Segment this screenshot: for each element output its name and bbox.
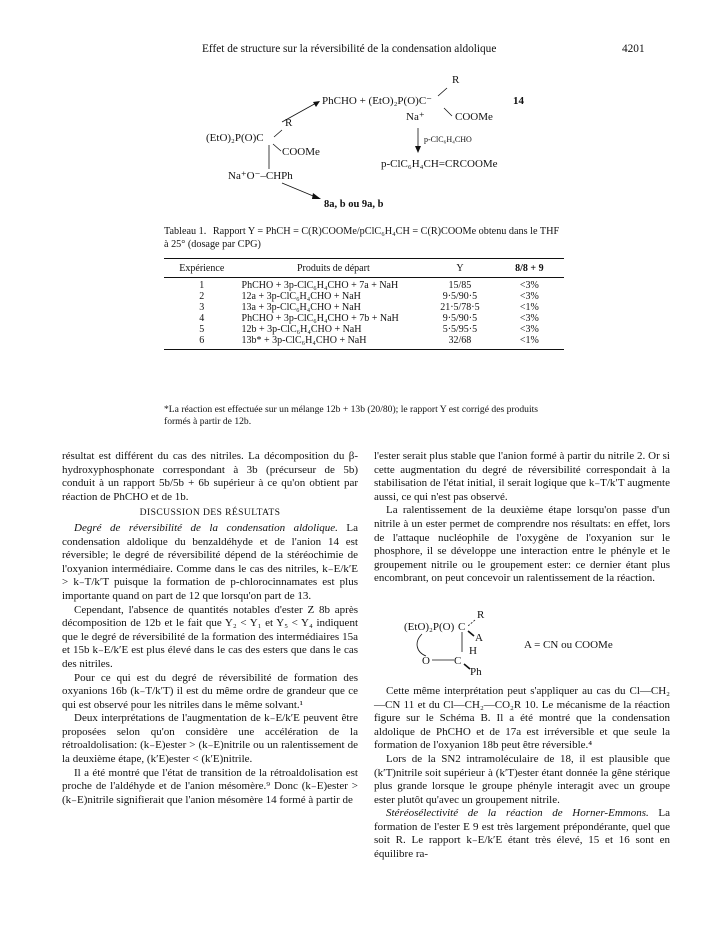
scheme-left-r: R bbox=[285, 117, 293, 129]
table-cell: 9·5/90·5 bbox=[442, 290, 478, 302]
table-cell: 5 bbox=[199, 323, 205, 335]
struct-a: A bbox=[475, 631, 483, 644]
table-cell: PhCHO + 3p-ClC₆H₄CHO + 7a + NaH bbox=[241, 280, 399, 291]
scheme-arrowhead-right-down bbox=[415, 146, 421, 153]
table-cell: <1% bbox=[495, 336, 564, 350]
table-cell: 3 bbox=[199, 301, 205, 313]
table-cell: 5·5/95·5 bbox=[442, 323, 478, 335]
scheme-reagent: p-ClC₆H₄CHO bbox=[424, 135, 472, 144]
table-cell: 21·5/78·5 bbox=[440, 301, 480, 313]
table-row bbox=[164, 336, 564, 350]
struct-bond-r bbox=[468, 620, 475, 626]
table-caption-text: Rapport Y = PhCH = C(R)COOMe/pClC₆H₄CH = C(R)COOMe obtenu dans le THF à 25° (dosage par CPG) bbox=[164, 226, 560, 250]
paragraph: Cependant, l'absence de quantités notables d'ester Z 8b après décomposition de 12b et le fait que Y₂ < Y₁ et Y₅ < Y₄ indiquent que le degré de réversibilité de la formation des intermédiaires 15a et 15b k₋E/k′E est plus élevé dans le cas des esters que dans le cas des nitriles. bbox=[62, 603, 358, 670]
table-cell: 32/68 bbox=[425, 336, 495, 350]
page-number: 4201 bbox=[622, 43, 645, 55]
struct-legend: A = CN ou COOMe bbox=[524, 638, 613, 651]
paragraph bbox=[62, 522, 358, 604]
struct-ph: Ph bbox=[470, 665, 482, 678]
paragraph bbox=[374, 807, 670, 861]
struct-c-top: C bbox=[458, 620, 466, 633]
paragraph: Pour ce qui est du degré de réversibilité de formation des oxyanions 16b (k₋T/k′T) il est du même ordre de grandeur que ce qui est observé pour les nitriles dans le même solvant.¹ bbox=[62, 671, 358, 711]
scheme-bond-r-top bbox=[438, 88, 447, 96]
struct-o: O bbox=[422, 654, 430, 667]
paragraph: Deux interprétations de l'augmentation de k₋E/k′E peuvent être proposées selon qu'on considère une accélération de la rétroaldolisation: (k₋E)ester > (k₋E)nitrile ou un ralentissement de la deuxième étape, (k′E)ester < (k′E)nitrile. bbox=[62, 712, 358, 766]
section-heading: DISCUSSION DES RÉSULTATS bbox=[139, 507, 281, 519]
paragraph-text: La formation de l'ester E 9 est très largement prépondérante, quel que soit R. Le rapport k₋E/k′E étant très élevé, 15 et 16 sont en équilibre ra- bbox=[374, 807, 670, 861]
paragraph: l'ester serait plus stable que l'anion formé à partir du nitrile 2. Or si cette augmentation du degré de réversibilité correspondait à la stabilisation de l'état initial, il serait logique que k₋T/k′T augmente aussi, ce qui n'est pas observé. bbox=[374, 450, 670, 503]
table-header-cell: Expérience bbox=[164, 259, 240, 278]
subsection-heading: Stéréosélectivité de la réaction de Horner-Emmons. bbox=[386, 807, 649, 820]
table-cell: 12a + 3p-ClC₆H₄CHO + NaH bbox=[241, 290, 361, 302]
table-cell: 4 bbox=[199, 312, 205, 324]
struct-h: H bbox=[469, 644, 477, 657]
struct-r: R bbox=[477, 608, 485, 621]
table-cell: 13a + 3p-ClC₆H₄CHO + NaH bbox=[241, 301, 361, 313]
scheme-left-alkoxide: Na⁺O⁻–CHPh bbox=[228, 170, 293, 182]
table-cell: 9·5/90·5 bbox=[442, 312, 478, 324]
scheme-compound-14: 14 bbox=[513, 95, 524, 107]
table-cell: <3% bbox=[519, 323, 539, 335]
table-cell: <3% bbox=[519, 290, 539, 302]
scheme-product: p-ClC₆H₄CH=CRCOOMe bbox=[381, 158, 498, 170]
scheme-na-top: Na⁺ bbox=[406, 111, 425, 123]
struct-bond-a bbox=[468, 631, 474, 636]
table-row bbox=[164, 292, 564, 303]
table-cell: PhCHO + 3p-ClC₆H₄CHO + 7b + NaH bbox=[241, 312, 399, 324]
body-column-right bbox=[374, 450, 670, 862]
table-cell: 15/85 bbox=[448, 280, 472, 291]
scheme-top-reactants: PhCHO + (EtO)₂P(O)C⁻ bbox=[322, 95, 432, 107]
scheme-r-top: R bbox=[452, 74, 460, 86]
table-cell: 6 bbox=[164, 336, 240, 350]
table-footnote: *La réaction est effectuée sur un mélange 12b + 13b (20/80); le rapport Y est corrigé des produits formés à partir de 12b. bbox=[164, 404, 539, 427]
scheme-arrowhead-down bbox=[312, 193, 321, 199]
paragraph: La ralentissement de la deuxième étape lorsqu'on passe d'un nitrile à un ester permet de comprendre nos résultats: en effet, lors de l'attaque nucléophile de l'oxygène de l'oxyanion sur le phosphore, il se développe une interaction entre le phényle et le groupement nitrile ou le groupement ester: ce dernier étant plus encombrant, on peut concevoir un ralentissement de la réaction. bbox=[374, 504, 670, 585]
reaction-scheme bbox=[0, 60, 720, 220]
transition-state-structure bbox=[374, 588, 670, 683]
paragraph: Cette même interprétation peut s'appliquer au cas du Cl—CH₂—CN 11 et du Cl—CH₂—CO₂R 10. Le mécanisme de la réaction figure sur le Schéma B. Il a été montré que la condensation aldolique de PhCHO et de 17a est irréversible et que seule la formation de l'oxyanion 18b peut être réversible.⁴ bbox=[374, 684, 670, 752]
subsection-heading: Degré de réversibilité de la condensation aldolique. bbox=[74, 521, 338, 534]
paragraph: Lors de la SN2 intramoléculaire de 18, il est plausible que (k′T)nitrile soit supérieur à (k′T)ester étant donnée la gêne stérique plus grande lorsque le groupe phényle interagit avec un groupe ester plutôt qu'avec un groupement nitrile. bbox=[374, 752, 670, 806]
scheme-bottom-label: 8a, b ou 9a, b bbox=[324, 199, 384, 210]
running-header-title: Effet de structure sur la réversibilité de la condensation aldolique bbox=[202, 43, 497, 55]
table-caption-label: Tableau 1. bbox=[164, 226, 207, 237]
table-cell: 12b + 3p-ClC₆H₄CHO + NaH bbox=[241, 323, 362, 335]
table-caption bbox=[164, 226, 564, 251]
scheme-left-phosphonate: (EtO)₂P(O)C bbox=[206, 132, 264, 144]
paragraph: résultat est différent du cas des nitriles. La décomposition du β-hydroxyphosphonate correspondant à 3b (précurseur de 5b) conduit à un rapport 5b/5b + 6b supérieur à ce qu'on obtient par réaction de PhCHO et de 1b. bbox=[62, 450, 358, 503]
table-header-row bbox=[164, 259, 564, 278]
scheme-coome-top: COOMe bbox=[455, 111, 493, 123]
table-cell: <3% bbox=[519, 312, 539, 324]
paragraph-text: La condensation aldolique du benzaldéhyde et de l'anion 14 est réversible; le degré de réversibilité dépend de la stéréochimie de l'oxyanion intermédiaire. Comme dans le cas des nitriles, k₋E/k′E > k₋T/k′T puisque la formation de p-chlorocinnamates est plus importante quand on part de 12 que lorsqu'on part de 13. bbox=[62, 521, 359, 602]
table-cell: 1 bbox=[199, 280, 205, 291]
struct-ring-bond bbox=[417, 634, 426, 656]
scheme-bond-left-r bbox=[274, 130, 282, 137]
table-cell: <1% bbox=[519, 301, 539, 313]
table-cell: 13b* + 3p-ClC₆H₄CHO + NaH bbox=[240, 336, 426, 350]
table-header-cell: Produits de départ bbox=[240, 259, 426, 278]
scheme-left-coome: COOMe bbox=[282, 146, 320, 158]
table-header-cell: Y bbox=[425, 259, 495, 278]
table-header-cell: 8/8 + 9 bbox=[495, 259, 564, 278]
table-cell: 2 bbox=[199, 290, 205, 302]
table-row bbox=[164, 278, 564, 292]
scheme-bond-coome-top bbox=[444, 108, 452, 116]
table-row bbox=[164, 325, 564, 336]
struct-c-bottom: C bbox=[454, 654, 462, 667]
table-cell: <3% bbox=[519, 280, 539, 291]
struct-phosphonate: (EtO)₂P(O) bbox=[404, 620, 455, 633]
transition-state-drawing bbox=[374, 588, 670, 683]
scheme-bond-left-coome bbox=[273, 144, 281, 151]
body-column-left bbox=[62, 450, 358, 807]
table-row bbox=[164, 314, 564, 325]
results-table bbox=[164, 258, 564, 350]
paragraph: Il a été montré que l'état de transition de la rétroaldolisation est proche de l'aldéhyde et de l'anion mésomère.⁹ Donc (k₋E)ester > (k₋E)nitrile signifierait que l'anion mésomère 14 formé à partir de bbox=[62, 766, 358, 806]
